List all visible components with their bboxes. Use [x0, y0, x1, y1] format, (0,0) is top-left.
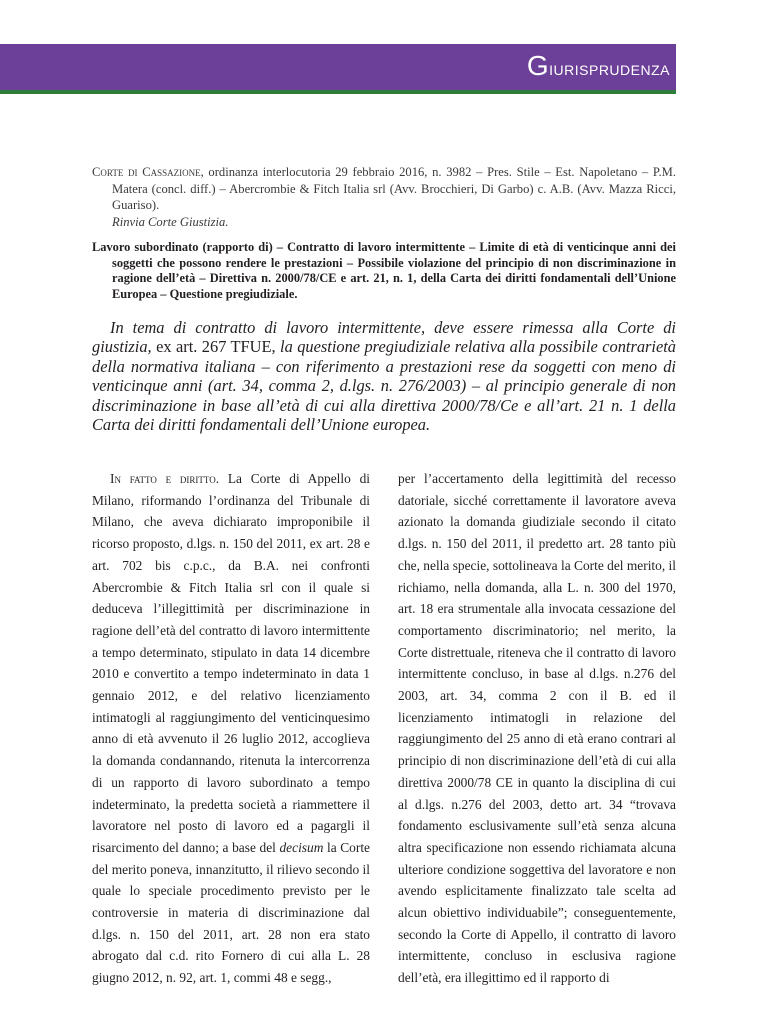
section-title-initial: G	[526, 50, 550, 81]
massima-keywords	[92, 240, 676, 302]
body-left-text-1: La Corte di Appello di Milano, riformando l’ordinanza del Tribunale di Milano, che aveva dichiarato improponibile il ricorso proposto, d.lgs. n. 150 del 2011, ex art. 28 e art. 702 bis c.p.c., da B.A. nei confronti Abercrombie & Fitch Italia srl con il quale si deduceva l’illegittimità per discriminazione in ragione dell’età del contratto di lavoro intermittente a tempo determinato, stipulato in data 14 dicembre 2010 e convertito a tempo indeterminato in data 1 gennaio 2012, e del relativo licenziamento intimatogli al raggiungimento del venticinquesimo anno di età avvenuto il 26 luglio 2012, accoglieva la domanda condannando, ritenuta la intercorrenza di un rapporto di lavoro subordinato a tempo indeterminato, la predetta società a riammettere il lavoratore nel posto di lavoro ed a pagargli il risarcimento del danno; a base del	[92, 471, 370, 855]
summary-part-1: In tema di contratto di lavoro intermittente, deve essere rimessa alla Corte di giustizia,	[92, 318, 676, 357]
massima-text: Lavoro subordinato (rapporto di) – Contratto di lavoro intermittente – Limite di età di venticinque anni dei soggetti che possono rendere le prestazioni – Possibile violazione del principio di non discriminazione in ragione dell’età – Direttiva n. 2000/78/CE e art. 21, n. 1, della Carta dei diritti fondamentali dell’Unione Europea – Questione pregiudiziale.	[92, 240, 676, 301]
case-summary	[92, 318, 676, 434]
section-title	[527, 48, 670, 87]
citation-details: , ordinanza interlocutoria 29 febbraio 2016, n. 3982 – Pres. Stile – Est. Napoletano – P.M. Matera (concl. diff.) – Abercrombie & Fitch Italia srl (Avv. Brocchieri, Di Garbo) c. A.B. (Avv. Mazza Ricci, Guariso).	[112, 165, 676, 212]
body-column-right	[398, 468, 676, 989]
citation-details-paragraph	[92, 164, 676, 214]
body-column-left	[92, 468, 370, 989]
citation-outcome: Rinvia Corte Giustizia.	[112, 214, 229, 229]
court-name: Corte di Cassazione	[92, 165, 201, 179]
body-left-text-2: la Corte del merito poneva, innanzitutto, il rilievo secondo il quale lo speciale procedimento previsto per le controversie in materia di discriminazione dal d.lgs. n. 150 del 2011, art. 28 non era stato abrogato dal c.d. rito Fornero di cui alla L. 28 giugno 2012, n. 92, art. 1, commi 48 e segg.,	[92, 839, 371, 986]
body-left-emphasis: decisum	[279, 839, 324, 855]
section-title-rest: iurisprudenza	[549, 58, 670, 80]
section-lead: In fatto e diritto.	[110, 471, 220, 486]
section-banner	[0, 44, 676, 90]
summary-part-2: , la questione pregiudiziale relativa alla possibile contrarietà della normativa italiana – con riferimento a prestazioni rese da soggetti con meno di venticinque anni (art. 34, comma 2, d.lgs. n. 276/2003) – al principio generale di non discriminazione in base all’età di cui alla direttiva 2000/78/Ce e all’art. 21 n. 1 della Carta dei diritti fondamentali dell’Unione europea.	[92, 337, 676, 435]
body-right-text: per l’accertamento della legittimità del recesso datoriale, sicché correttamente il lavoratore aveva azionato la domanda giudiziale secondo il citato d.lgs. n. 150 del 2011, il predetto art. 28 tanto più che, nella specie, sottolineava la Corte del merito, il richiamo, nella domanda, alla L. n. 300 del 1970, art. 18 era strumentale alla invocata cessazione del comportamento discriminatorio; nel merito, la Corte distrettuale, riteneva che il contratto di lavoro intermittente concluso, in base al d.lgs. n.276 del 2003, art. 34, comma 2 con il B. ed il licenziamento intimatogli in relazione del raggiungimento del 25 anno di età erano contrari al principio di non discriminazione dell’età di cui alla direttiva 2000/78 CE in quanto la disciplina di cui al d.lgs. n.276 del 2003, detto art. 34 “trovava fondamento esclusivamente sull’età senza alcuna altra specificazione non essendo richiamata alcuna ulteriore condizione soggettiva del lavoratore e non avendo esplicitamente finalizzato tale scelta ad alcun obiettivo individuabile”; conseguentemente, secondo la Corte di Appello, il contratto di lavoro intermittente, concluso in esclusiva ragione dell’età, era illegittimo ed il rapporto di	[398, 471, 676, 986]
banner-divider	[0, 90, 676, 94]
summary-article-ref: ex art. 267 TFUE	[156, 337, 272, 357]
case-citation	[92, 164, 676, 230]
